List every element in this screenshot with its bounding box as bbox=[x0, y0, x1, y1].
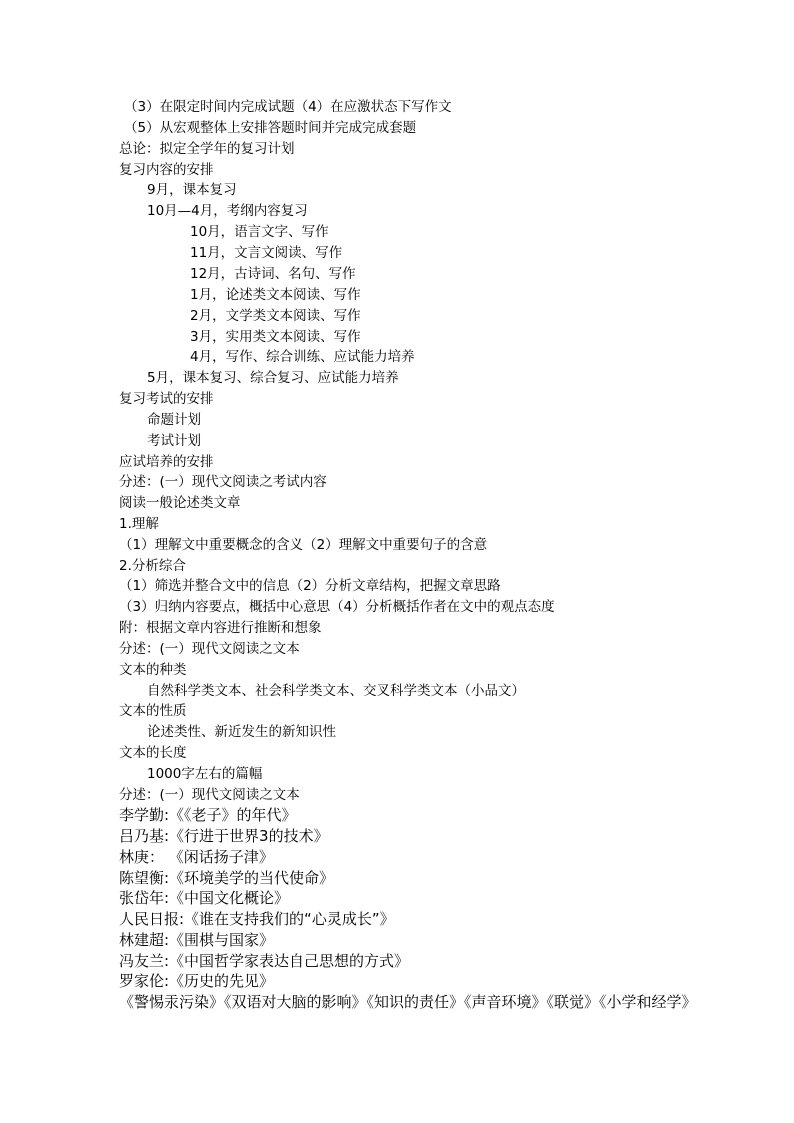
text-line: 林建超:《围棋与国家》 bbox=[119, 931, 275, 949]
text-line: 5月，课本复习、综合复习、应试能力培养 bbox=[147, 370, 399, 386]
heading-line: 阅读一般论述类文章 bbox=[119, 495, 241, 511]
text-line: 自然科学类文本、社会科学类文本、交叉科学类文本（小品文） bbox=[147, 683, 525, 699]
text-line: 12月，古诗词、名句、写作 bbox=[190, 266, 356, 282]
heading-line: 2.分析综合 bbox=[119, 558, 186, 574]
text-line: （1）筛选并整合文中的信息（2）分析文章结构，把握文章思路 bbox=[119, 578, 501, 594]
text-line: 《警惕汞污染》《双语对大脑的影响》《知识的责任》《声音环境》《联觉》《小学和经学》 bbox=[119, 993, 697, 1011]
text-line: （5）从宏观整体上安排答题时间并完成完成套题 bbox=[124, 120, 417, 136]
text-line: 冯友兰:《中国哲学家表达自己思想的方式》 bbox=[119, 952, 410, 970]
text-line: 10月—4月，考纲内容复习 bbox=[147, 203, 308, 219]
text-line: 1月，论述类文本阅读、写作 bbox=[190, 287, 361, 303]
heading-line: 复习考试的安排 bbox=[119, 391, 214, 407]
text-line: 11月，文言文阅读、写作 bbox=[190, 245, 343, 261]
text-line: （1）理解文中重要概念的含义（2）理解文中重要句子的含意 bbox=[119, 537, 488, 553]
text-line: 罗家伦:《历史的先见》 bbox=[119, 972, 275, 990]
text-line: 2月，文学类文本阅读、写作 bbox=[190, 308, 361, 324]
text-line: 吕乃基:《行进于世界3的技术》 bbox=[119, 827, 329, 845]
text-line: 4月，写作、综合训练、应试能力培养 bbox=[190, 349, 415, 365]
heading-line: 应试培养的安排 bbox=[119, 454, 214, 470]
text-line: 考试计划 bbox=[147, 433, 201, 449]
heading-line: 复习内容的安排 bbox=[119, 162, 214, 178]
text-line: 李学勤:《《老子》的年代》 bbox=[119, 806, 297, 824]
text-line: 陈望衡:《环境美学的当代使命》 bbox=[119, 869, 335, 887]
heading-line: 文本的性质 bbox=[119, 703, 187, 719]
text-line: 10月，语言文字、写作 bbox=[190, 224, 329, 240]
heading-line: 1.理解 bbox=[119, 516, 159, 532]
heading-line: 文本的种类 bbox=[119, 662, 187, 678]
text-line: 论述类性、新近发生的新知识性 bbox=[147, 724, 336, 740]
heading-line: 总论：拟定全学年的复习计划 bbox=[119, 141, 295, 157]
text-line: 人民日报:《谁在支持我们的“心灵成长”》 bbox=[119, 910, 395, 928]
text-line: 命题计划 bbox=[147, 412, 201, 428]
text-line: 3月，实用类文本阅读、写作 bbox=[190, 329, 361, 345]
heading-line: 分述：(一）现代文阅读之文本 bbox=[119, 787, 300, 803]
text-line: 林庚： 《闲话扬子津》 bbox=[119, 848, 274, 866]
text-line: （3）在限定时间内完成试题（4）在应激状态下写作文 bbox=[124, 99, 452, 115]
text-line: 9月，课本复习 bbox=[147, 182, 237, 198]
heading-line: 文本的长度 bbox=[119, 745, 187, 761]
heading-line: 分述：(一）现代文阅读之考试内容 bbox=[119, 474, 327, 490]
text-line: 1000字左右的篇幅 bbox=[147, 766, 263, 782]
heading-line: 分述：(一）现代文阅读之文本 bbox=[119, 641, 300, 657]
text-line: （3）归纳内容要点，概括中心意思（4）分析概括作者在文中的观点态度 bbox=[119, 599, 555, 615]
text-line: 张岱年:《中国文化概论》 bbox=[119, 889, 290, 907]
text-line: 附：根据文章内容进行推断和想象 bbox=[119, 620, 322, 636]
